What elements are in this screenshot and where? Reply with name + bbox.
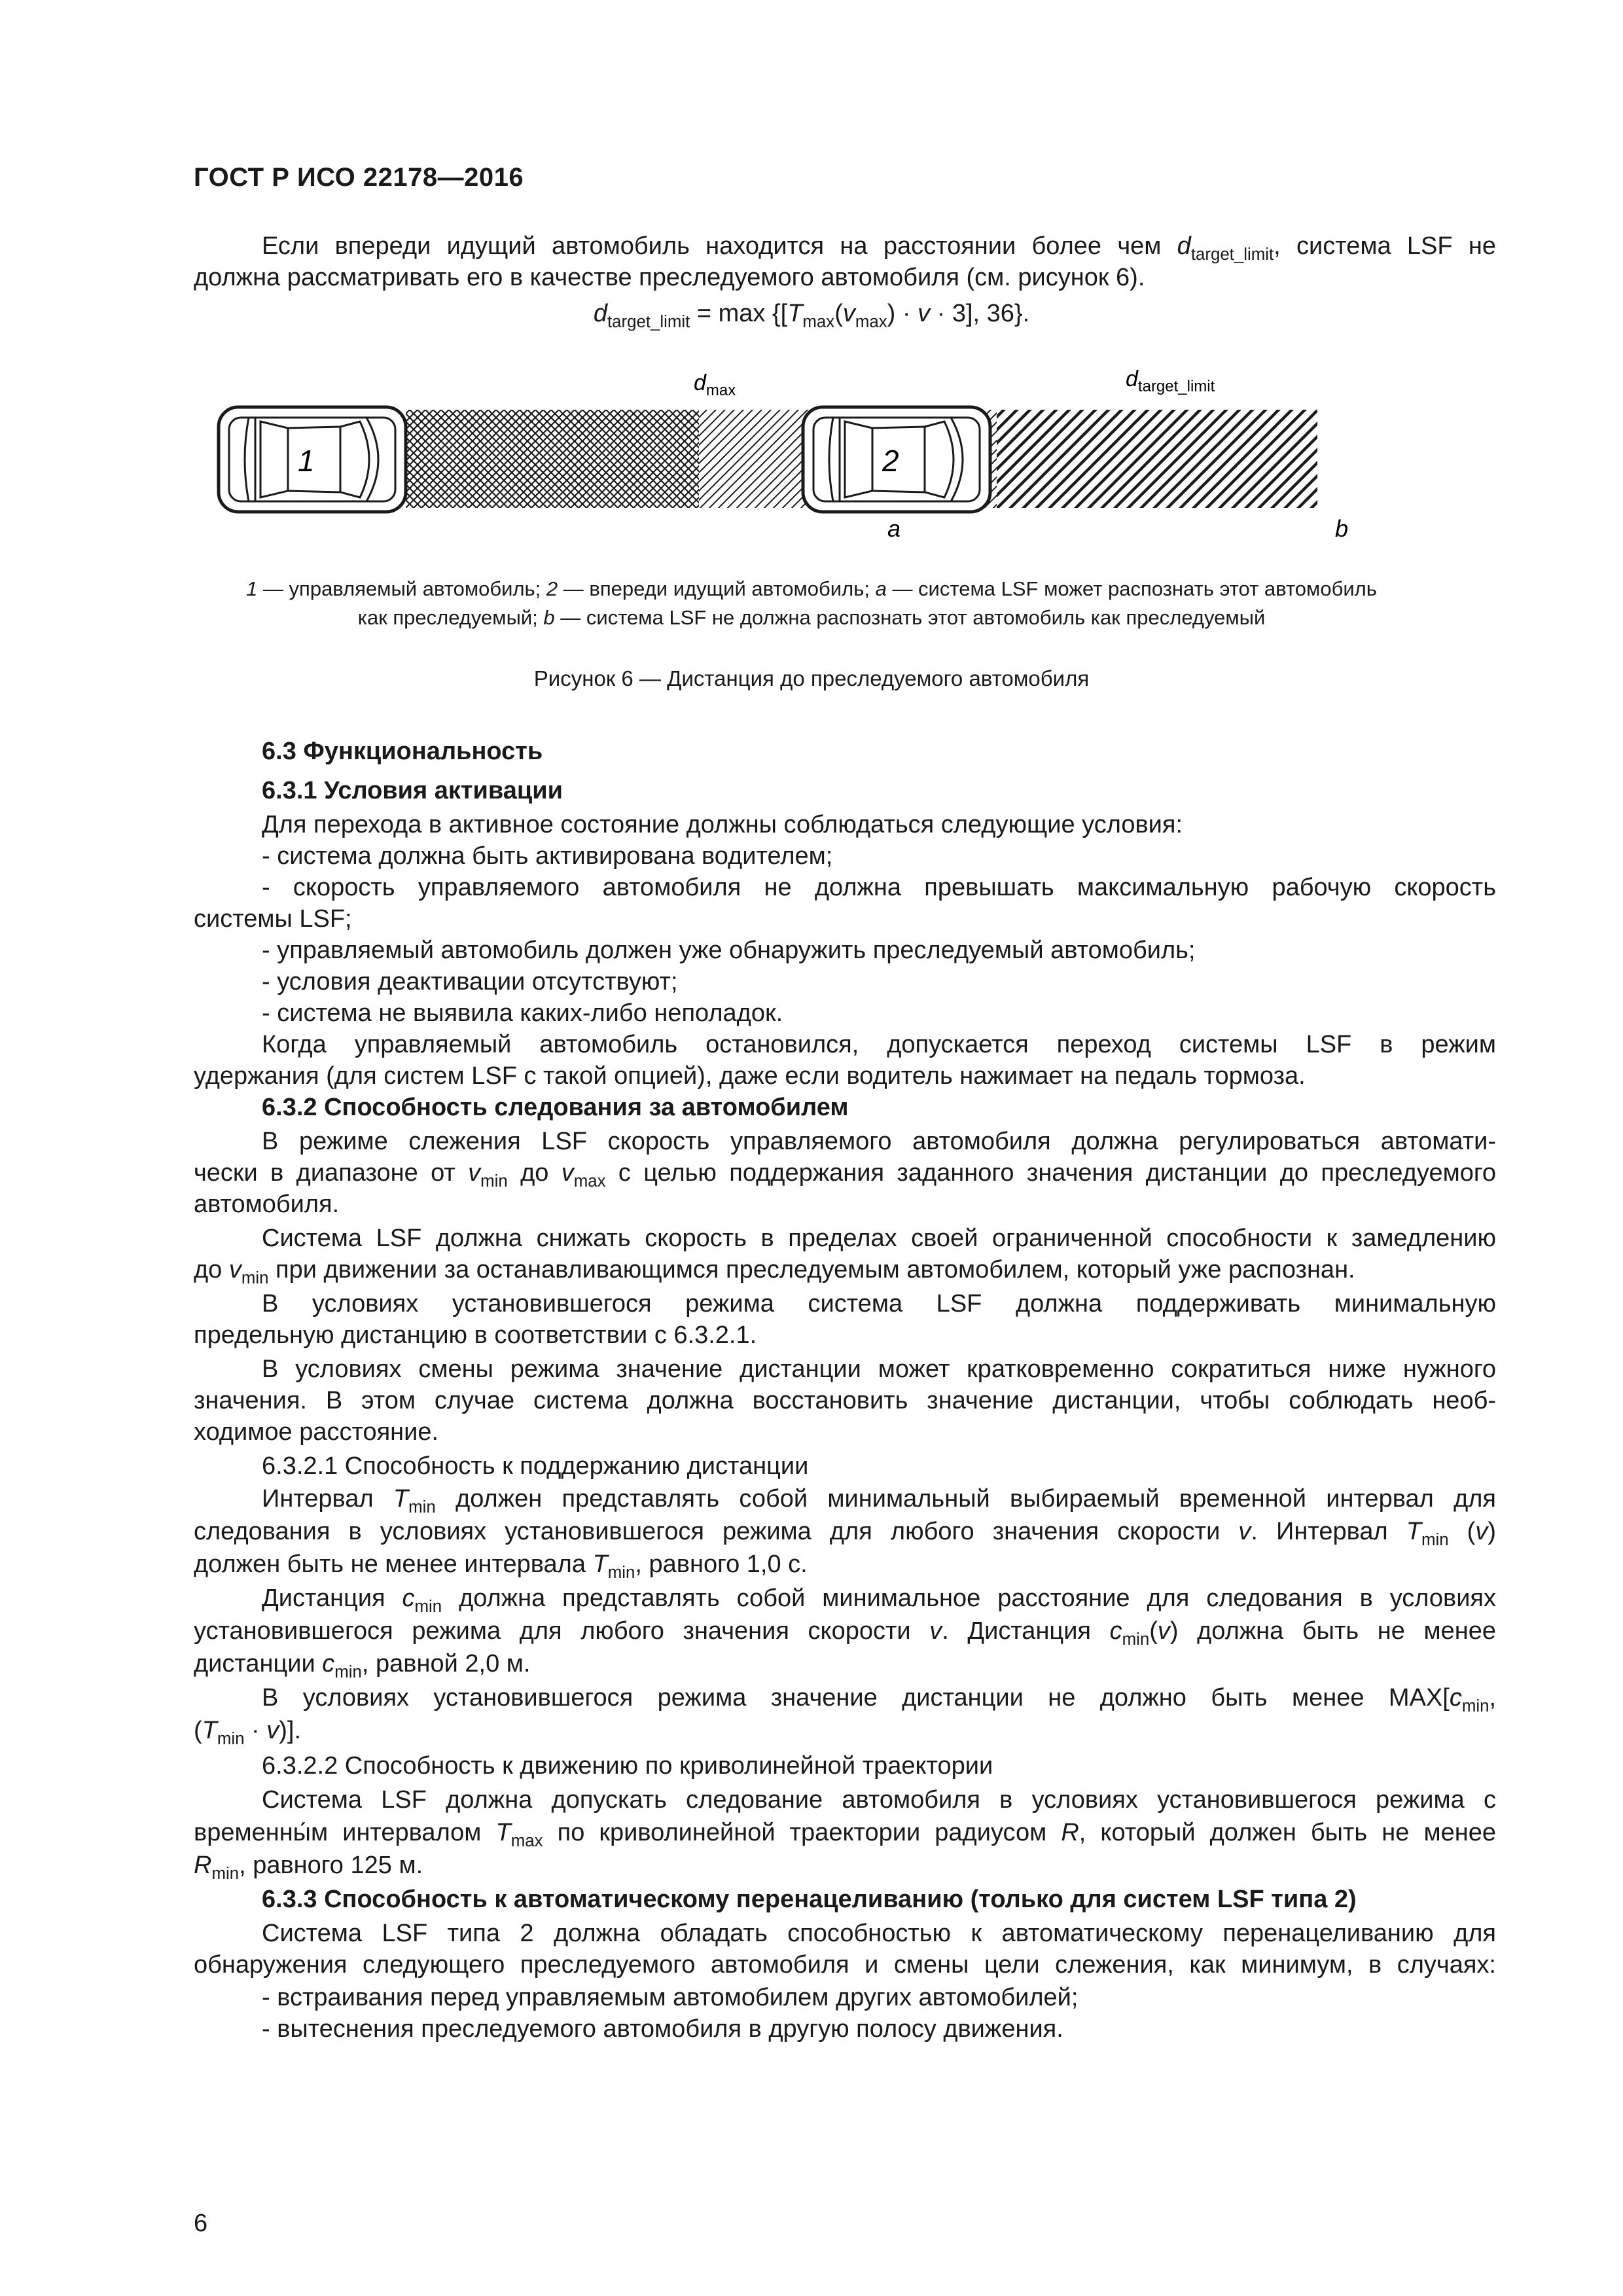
paragraph: Когда управляемый автомобиль остановился, допускается переход системы LSF в режим: [262, 1031, 1496, 1058]
dmax-label: $d_{max}$: [694, 370, 736, 399]
paragraph-continuation: дистанции $c_{min}$, равной 2,0 м.: [194, 1650, 531, 1682]
list-item: - система не выявила каких-либо неполадок.: [262, 999, 783, 1027]
paragraph: В условиях установившегося режима значение дистанции не должно быть менее $MAX[c_{min}$,: [262, 1684, 1496, 1716]
list-item-continuation: системы LSF;: [194, 905, 352, 933]
document-header: ГОСТ Р ИСО 22178—2016: [194, 163, 524, 192]
car-1-label: 1: [298, 444, 315, 478]
intro-line-1: Если впереди идущий автомобиль находится на расстоянии более чем $d_{target\_limit}$, система LSF не: [262, 232, 1496, 264]
section-6-3-heading: 6.3 Функциональность: [262, 738, 543, 765]
page-number: 6: [194, 2210, 208, 2237]
paragraph-continuation: предельную дистанцию в соответствии с 6.3.2.1.: [194, 1321, 757, 1349]
list-item: - условия деактивации отсутствуют;: [262, 968, 678, 996]
zone-b-label: b: [1335, 515, 1349, 542]
list-item: - управляемый автомобиль должен уже обнаружить преследуемый автомобиль;: [262, 937, 1196, 964]
formula: $d_{target\_limit} = \max \{[T_{max}(v_{max}) \cdot v \cdot 3]$, 36}.: [593, 300, 1030, 332]
paragraph-continuation: автомобиля.: [194, 1191, 340, 1218]
paragraph-continuation: значения. В этом случае система должна восстановить значение дистанции, чтобы соблюдать необ-: [194, 1387, 1496, 1414]
paragraph: Система LSF должна допускать следование автомобиля в условиях установившегося режима с: [262, 1786, 1496, 1814]
zone-crosshatch: [406, 410, 699, 508]
paragraph: Система LSF типа 2 должна обладать способностью к автоматическому перенацеливанию для: [262, 1920, 1496, 1947]
paragraph-continuation: установившегося режима для любого значения скорости v. Дистанция $c_{min}(v)$ должна быть не менее: [194, 1617, 1496, 1649]
paragraph-continuation: до $v_{min}$ при движении за останавливающимся преследуемым автомобилем, который уже распознан.: [194, 1256, 1355, 1288]
paragraph-continuation: $R_{min}$, равного 125 м.: [194, 1852, 423, 1884]
zone-a-label: a: [887, 515, 901, 542]
zone-b-hatch: [997, 410, 1317, 508]
figure-legend-line-2: как преследуемый; b — система LSF не должна распознать этот автомобиль как преследуемый: [357, 606, 1266, 629]
paragraph: В условиях установившегося режима система LSF должна поддерживать минимальную: [262, 1290, 1496, 1318]
paragraph: Для перехода в активное состояние должны соблюдаться следующие условия:: [262, 811, 1183, 838]
section-6-3-1-heading: 6.3.1 Условия активации: [262, 777, 563, 804]
paragraph-continuation: должен быть не менее интервала $T_{min}$, равного 1,0 с.: [194, 1551, 808, 1583]
section-6-3-2-heading: 6.3.2 Способность следования за автомобилем: [262, 1094, 849, 1121]
intro-line-2: должна рассматривать его в качестве преследуемого автомобиля (см. рисунок 6).: [194, 264, 1145, 291]
paragraph-continuation: ходимое расстояние.: [194, 1418, 439, 1446]
figure-6-diagram: [209, 367, 1492, 556]
paragraph-continuation: временны́м интервалом $T_{max}$ по криволинейной траектории радиусом R, который должен быть не менее: [194, 1819, 1496, 1851]
list-item: - встраивания перед управляемым автомобилем других автомобилей;: [262, 1984, 1079, 2011]
paragraph-continuation: следования в условиях установившегося режима для любого значения скорости v. Интервал $T_{min}$ (v): [194, 1518, 1496, 1550]
paragraph: В условиях смены режима значение дистанции может кратковременно сократиться ниже нужного: [262, 1355, 1496, 1383]
list-item: - вытеснения преследуемого автомобиля в другую полосу движения.: [262, 2015, 1063, 2043]
paragraph-continuation: $(T_{min} \cdot v)$].: [194, 1717, 302, 1749]
section-6-3-3-heading: 6.3.3 Способность к автоматическому перенацеливанию (только для систем LSF типа 2): [262, 1886, 1357, 1913]
paragraph: Система LSF должна снижать скорость в пределах своей ограниченной способности к замедлению: [262, 1225, 1496, 1252]
figure-legend-line-1: 1 — управляемый автомобиль; 2 — впереди идущий автомобиль; a — система LSF может распознать этот автомобиль: [246, 577, 1377, 600]
section-6-3-2-2-heading: 6.3.2.2 Способность к движению по криволинейной траектории: [262, 1752, 993, 1780]
paragraph-continuation: удержания (для систем LSF с такой опцией), даже если водитель нажимает на педаль тормоза.: [194, 1062, 1306, 1090]
paragraph-continuation: чески в диапазоне от $v_{min}$ до $v_{max}$ с целью поддержания заданного значения дистанции до преследуемого: [194, 1159, 1496, 1191]
paragraph: Интервал $T_{min}$ должен представлять собой минимальный выбираемый временной интервал для: [262, 1485, 1496, 1517]
paragraph: В режиме слежения LSF скорость управляемого автомобиля должна регулироваться автомати-: [262, 1128, 1496, 1155]
section-6-3-2-1-heading: 6.3.2.1 Способность к поддержанию дистанции: [262, 1452, 809, 1480]
paragraph-continuation: обнаружения следующего преследуемого автомобиля и смены цели слежения, как минимум, в случаях:: [194, 1951, 1496, 1979]
list-item: - система должна быть активирована водителем;: [262, 842, 833, 870]
dtarget-limit-label: $d_{target\_limit}$: [1126, 367, 1215, 395]
paragraph: Дистанция $c_{min}$ должна представлять собой минимальное расстояние для следования в условиях: [262, 1585, 1497, 1617]
car-2-label: 2: [882, 444, 899, 478]
figure-title: Рисунок 6 — Дистанция до преследуемого автомобиля: [533, 666, 1090, 691]
list-item: - скорость управляемого автомобиля не должна превышать максимальную рабочую скорость: [262, 874, 1496, 901]
